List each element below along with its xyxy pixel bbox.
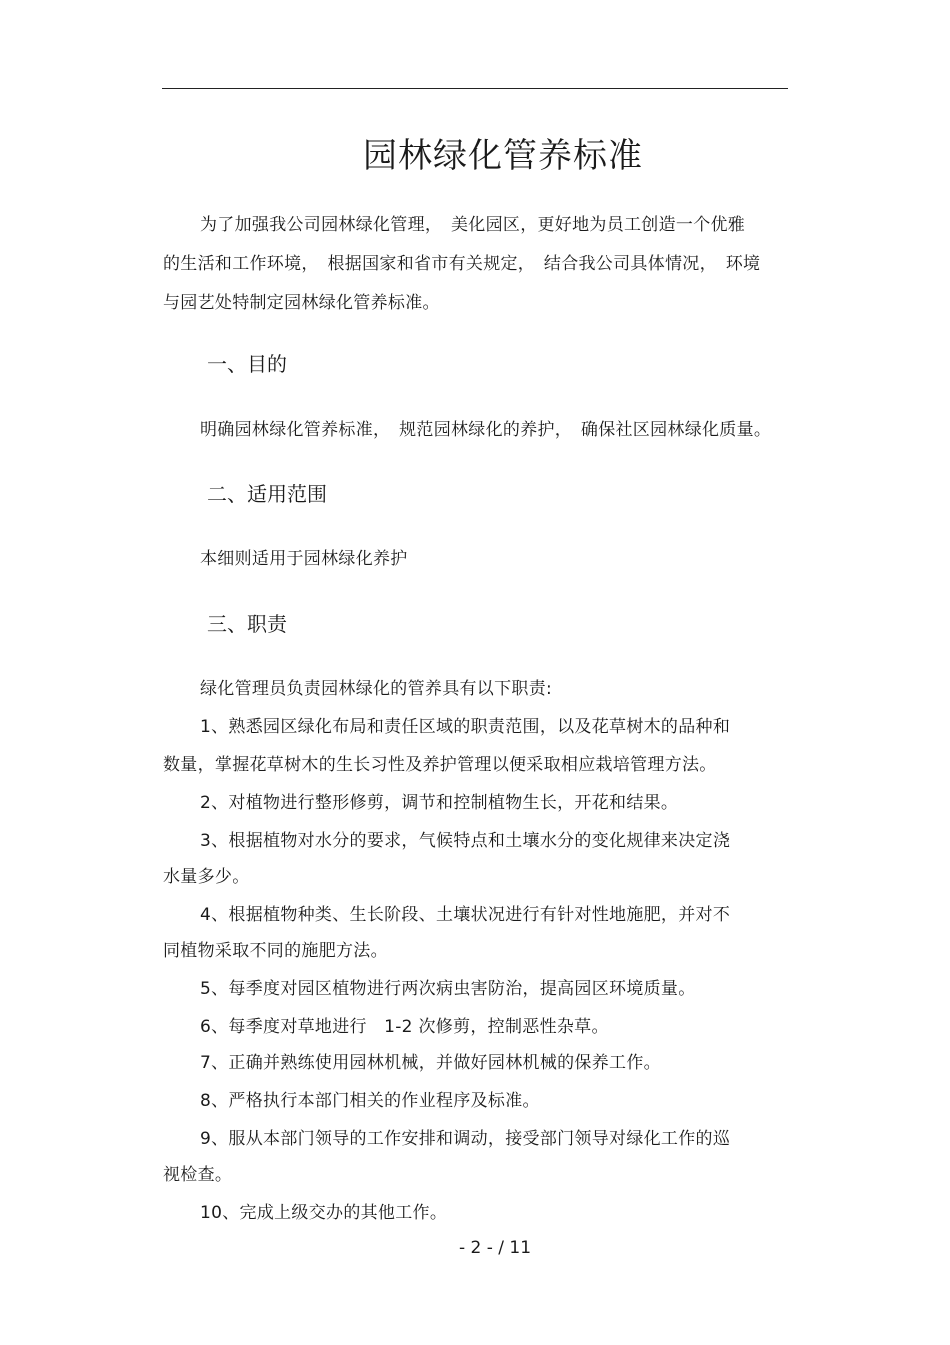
duty-item-4-cont: 同植物采取不同的施肥方法。 xyxy=(163,941,388,961)
duties-intro: 绿化管理员负责园林绿化的管养具有以下职责: xyxy=(200,679,553,699)
scope-text: 本细则适用于园林绿化养护 xyxy=(200,549,408,569)
intro-line-1: 为了加强我公司园林绿化管理， 美化园区，更好地为员工创造一个优雅 xyxy=(200,215,746,235)
section-heading-purpose: 一、目的 xyxy=(207,352,287,376)
duty-item-3: 3、根据植物对水分的要求，气候特点和土壤水分的变化规律来决定浇 xyxy=(200,831,731,851)
duty-item-1-cont: 数量，掌握花草树木的生长习性及养护管理以便采取相应栽培管理方法。 xyxy=(163,755,717,775)
duty-item-10: 10、完成上级交办的其他工作。 xyxy=(200,1203,448,1223)
intro-line-2: 的生活和工作环境， 根据国家和省市有关规定， 结合我公司具体情况， 环境 xyxy=(163,254,761,274)
duty-item-7: 7、正确并熟练使用园林机械，并做好园林机械的保养工作。 xyxy=(200,1053,661,1073)
duty-item-1: 1、熟悉园区绿化布局和责任区域的职责范围，以及花草树木的品种和 xyxy=(200,717,731,737)
header-rule xyxy=(162,88,788,89)
purpose-text: 明确园林绿化管养标准， 规范园林绿化的养护， 确保社区园林绿化质量。 xyxy=(200,420,772,440)
duty-item-5: 5、每季度对园区植物进行两次病虫害防治，提高园区环境质量。 xyxy=(200,979,696,999)
intro-line-3: 与园艺处特制定园林绿化管养标准。 xyxy=(163,293,440,313)
page-number: - 2 - / 11 xyxy=(458,1238,532,1258)
section-heading-scope: 二、适用范围 xyxy=(207,482,327,506)
duty-item-4: 4、根据植物种类、生长阶段、土壤状况进行有针对性地施肥，并对不 xyxy=(200,905,731,925)
document-title: 园林绿化管养标准 xyxy=(363,136,643,176)
duty-item-8: 8、严格执行本部门相关的作业程序及标准。 xyxy=(200,1091,540,1111)
duty-item-3-cont: 水量多少。 xyxy=(163,867,250,887)
duty-item-9-cont: 视检查。 xyxy=(163,1165,233,1185)
duty-item-6: 6、每季度对草地进行 1-2 次修剪，控制恶性杂草。 xyxy=(200,1017,609,1037)
duty-item-9: 9、服从本部门领导的工作安排和调动，接受部门领导对绿化工作的巡 xyxy=(200,1129,731,1149)
section-heading-duties: 三、职责 xyxy=(207,612,287,636)
duty-item-2: 2、对植物进行整形修剪，调节和控制植物生长，开花和结果。 xyxy=(200,793,679,813)
